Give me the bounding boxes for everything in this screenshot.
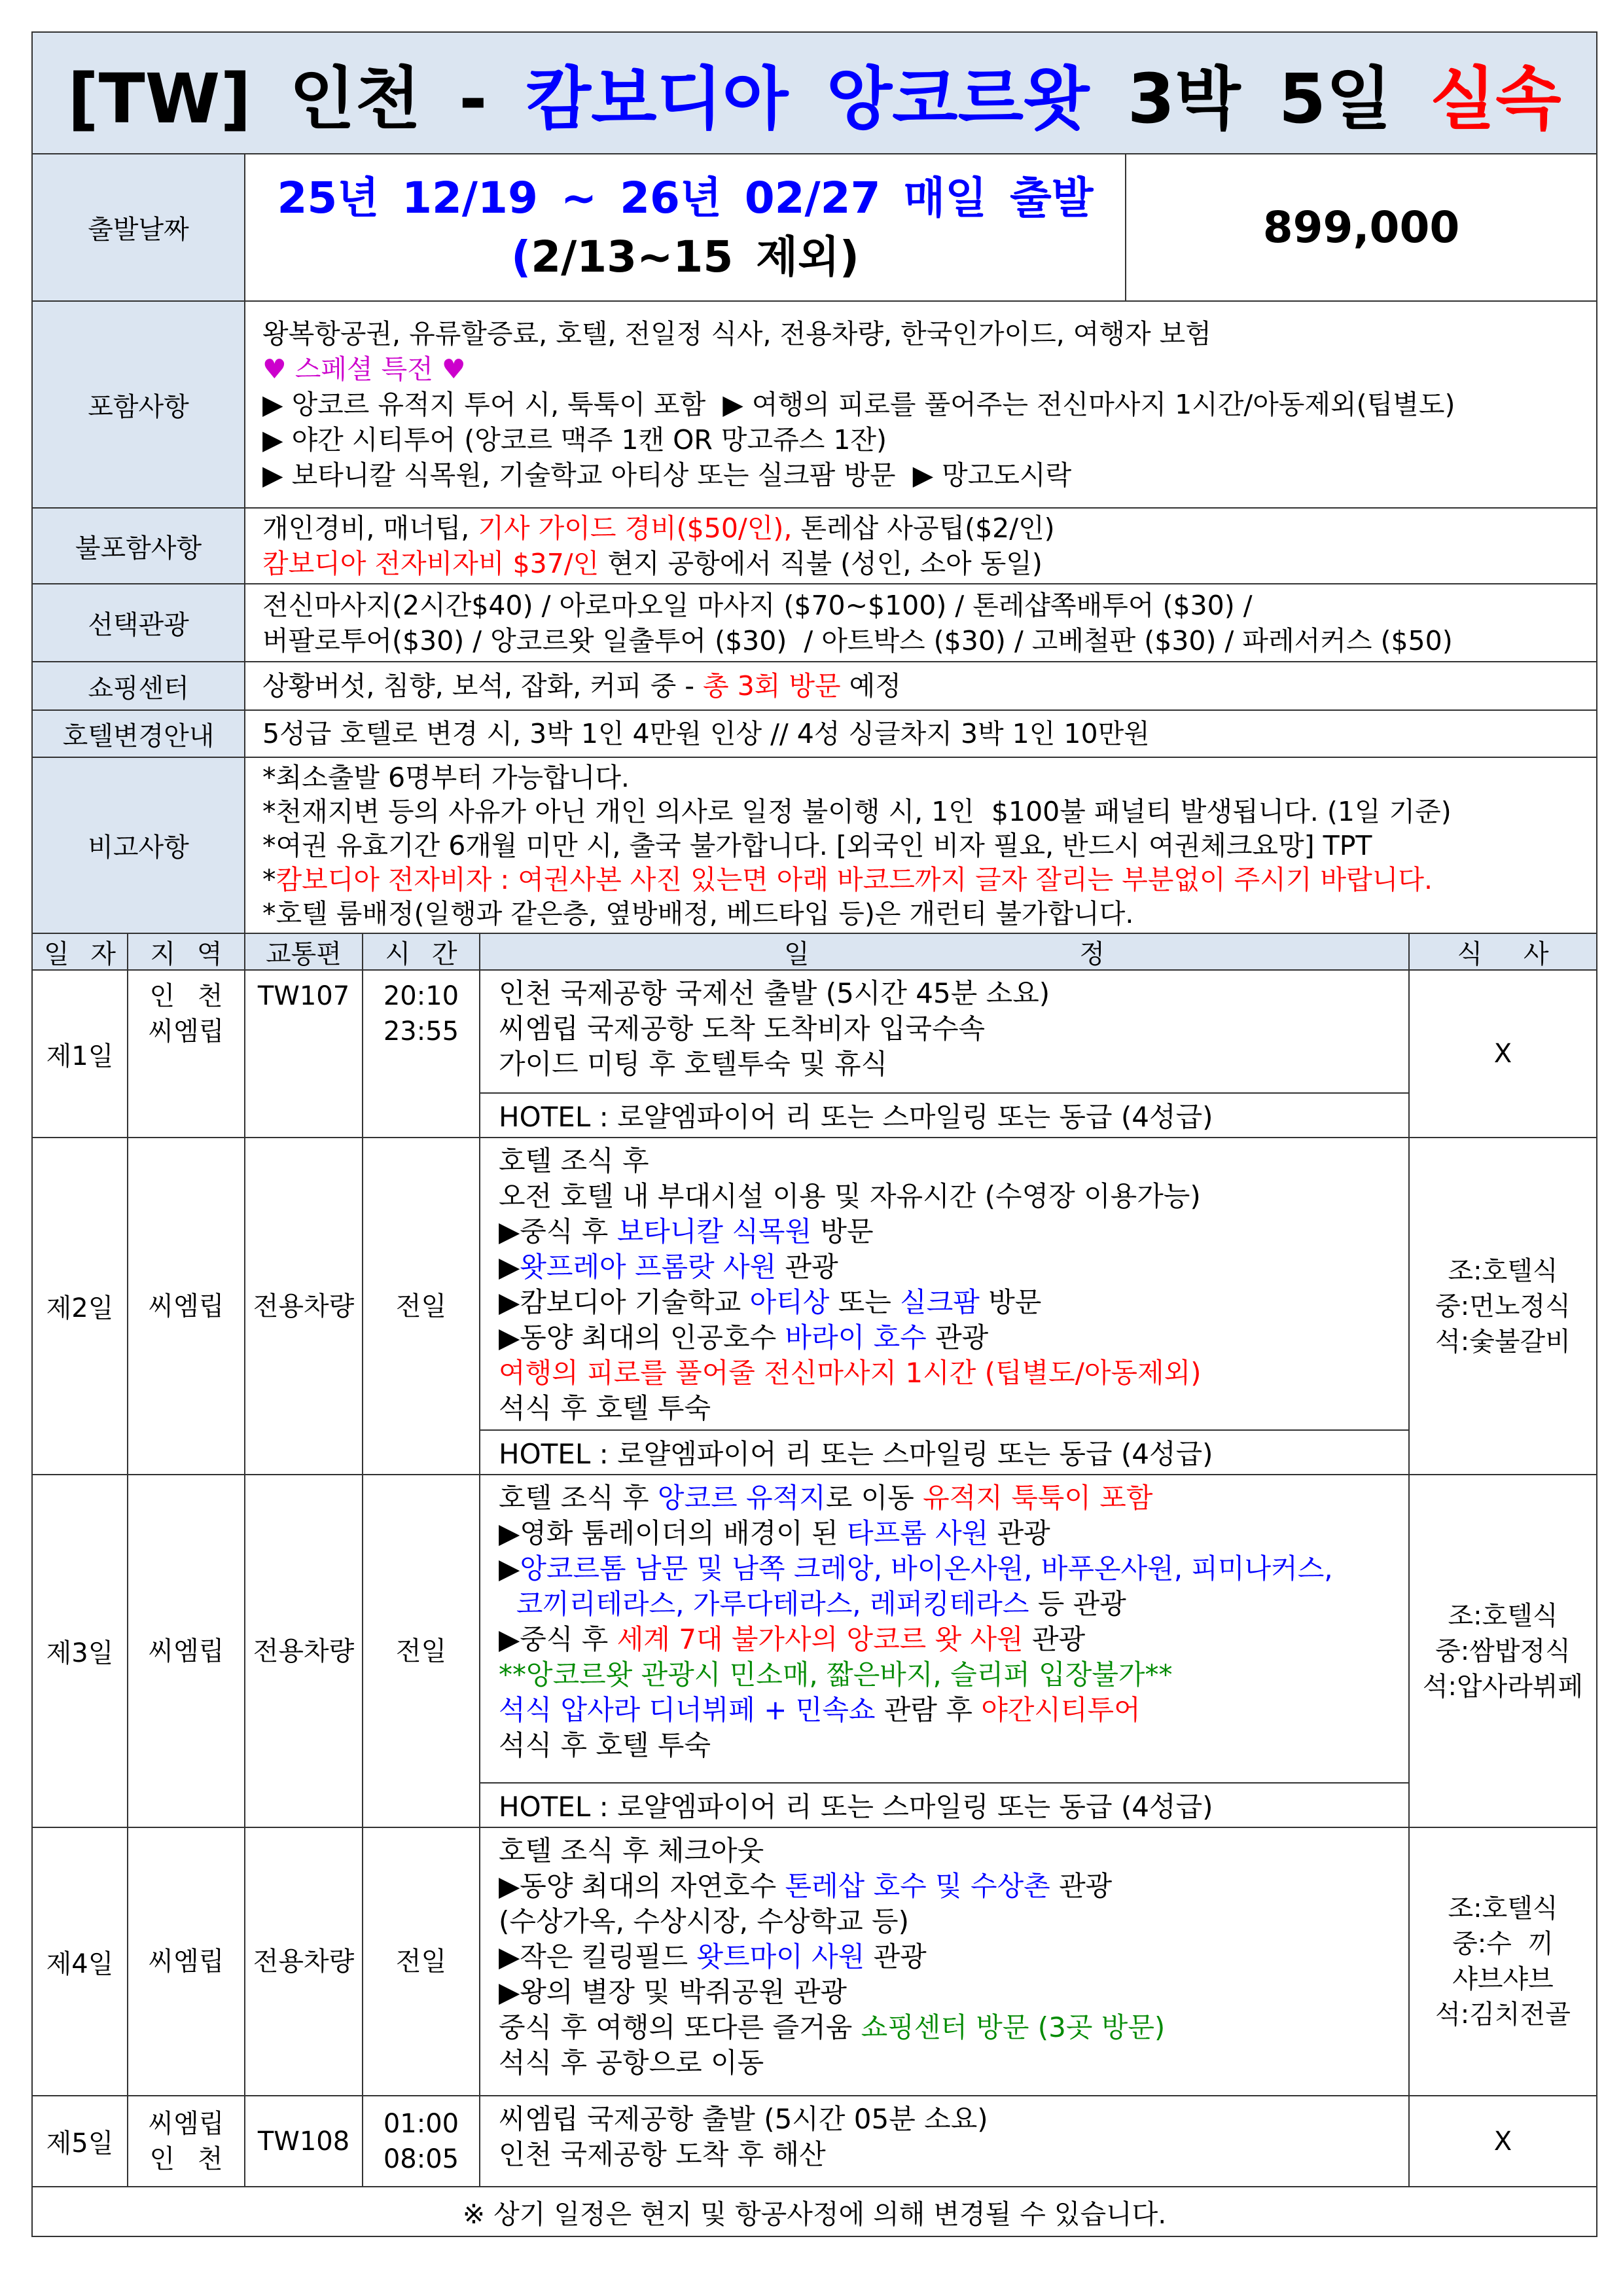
meals-cell-line: 중:먼노정식 (1435, 1291, 1571, 1321)
region-cell-line: 씨엠립 (148, 1946, 224, 1977)
remarks-content-text: *여권 유효기간 6개월 미만 시, 출국 불가합니다. [외국인 비자 필요, 반드시 여권체크요망] TPT (262, 829, 1372, 861)
shopping-content-line (262, 668, 1596, 704)
itinerary-lines-text: 석식 후 호텔 투숙 (499, 1392, 711, 1424)
transport-cell (245, 971, 363, 1138)
time-cell (363, 1138, 480, 1475)
itinerary-lines-text: 관광 (988, 1517, 1050, 1549)
itinerary-lines-line (499, 1285, 1408, 1320)
itinerary-cell (480, 2096, 1410, 2187)
itinerary-lines-text: ▶ (499, 1552, 520, 1585)
region-cell (128, 2096, 245, 2187)
meals-cell-line: X (1493, 1039, 1512, 1069)
included-content-line (262, 457, 1596, 493)
itinerary-lines-line (499, 1693, 1408, 1728)
header-region: 지 역 (128, 934, 245, 971)
included-label: 포함사항 (33, 302, 245, 509)
included-content-line (262, 316, 1596, 351)
region-cell (128, 1138, 245, 1475)
header-time: 시 간 (363, 934, 480, 971)
included-content-text: ▶ 앙코르 유적지 투어 시, 툭툭이 포함 ▶ 여행의 피로를 풀어주는 전신마사지 1시간/아동제외(팁별도) (262, 389, 1455, 420)
itinerary-lines-text: 로 이동 (825, 1482, 923, 1514)
itinerary-lines-line (499, 1728, 1408, 1763)
day-cell: 제4일 (33, 1828, 128, 2096)
excluded-content-text: 현지 공항에서 직불 (성인, 소아 동일) (599, 548, 1043, 579)
itinerary-lines-line (499, 1214, 1408, 1249)
departure-dates-line (277, 169, 1094, 228)
region-cell (128, 971, 245, 1138)
excluded-content-line (262, 546, 1596, 581)
itinerary-lines-text: 또는 (829, 1286, 901, 1318)
hotel-change-label: 호텔변경안내 (33, 711, 245, 758)
transport-cell-line: 전용차량 (253, 1636, 355, 1666)
region-cell-line: 씨엠립 (148, 1016, 224, 1047)
excluded-content (245, 509, 1597, 584)
itinerary-lines-text: 석식 후 호텔 투숙 (499, 1729, 711, 1761)
itinerary-lines-text: 왓트마이 사원 (696, 1941, 865, 1973)
itinerary-lines-text: 관람 후 (875, 1694, 982, 1726)
itinerary-lines-line (499, 1355, 1408, 1391)
page-title (33, 33, 1597, 154)
itinerary-lines-line (499, 1320, 1408, 1355)
itinerary-lines (480, 1475, 1408, 1782)
departure-dates-line (511, 228, 859, 287)
itinerary-lines (480, 971, 1408, 1092)
remarks-content-text: * (262, 863, 276, 895)
remarks-content-line (262, 863, 1596, 897)
footer-note: ※ 상기 일정은 현지 및 항공사정에 의해 변경될 수 있습니다. (33, 2187, 1597, 2237)
shopping-content-text: 예정 (840, 670, 901, 702)
itinerary-lines-text: 왓프레아 프롬랏 사원 (520, 1251, 777, 1283)
itinerary-lines (480, 1138, 1408, 1429)
transport-cell (245, 1828, 363, 2096)
itinerary-lines-line (499, 1869, 1408, 1904)
remarks-content-text: 캄보디아 전자비자 : 여권사본 사진 있는면 아래 바코드까지 글자 잘리는 부분없이 주시기 바랍니다. (276, 863, 1433, 895)
itinerary-lines-line (499, 1143, 1408, 1179)
itinerary-lines-text: ▶작은 킬링필드 (499, 1941, 697, 1973)
itinerary-lines-text: ▶동양 최대의 인공호수 (499, 1321, 785, 1354)
itinerary-lines-text: 방문 (812, 1215, 874, 1247)
time-cell-line: 전일 (395, 1291, 447, 1321)
itinerary-lines-text: 바라이 호수 (785, 1321, 927, 1354)
itinerary-lines-line (499, 2102, 1408, 2137)
itinerary-lines-line (499, 1657, 1408, 1693)
itinerary-lines-text: 등 관광 (1029, 1588, 1126, 1620)
meals-cell-line: X (1493, 2126, 1512, 2157)
itinerary-lines-text: 아티상 (749, 1286, 830, 1318)
optional-tours-content (245, 584, 1597, 662)
itinerary-lines-text: 앙코르 유적지 (657, 1482, 826, 1514)
meals-cell-line: 중:쌈밥정식 (1435, 1636, 1571, 1666)
remarks-content-text: *천재지변 등의 사유가 아닌 개인 의사로 일정 불이행 시, 1인 $100불 패널티 발생됩니다. (1일 기준) (262, 795, 1452, 827)
shopping-content-text: 상황버섯, 침향, 보석, 잡화, 커피 중 - (262, 670, 704, 702)
itinerary-lines-text: 관광 (1023, 1623, 1086, 1655)
remarks-content-line (262, 761, 1596, 795)
included-content-line (262, 422, 1596, 457)
meals-cell-line: 석:숯불갈비 (1435, 1326, 1571, 1357)
itinerary-lines-text: 관광 (776, 1251, 838, 1283)
transport-cell-line: 전용차량 (253, 1291, 355, 1321)
region-cell-line: 인 천 (149, 2144, 223, 2174)
page-title-text: [TW] 인천 - (67, 59, 526, 139)
price: 899,000 (1126, 154, 1597, 302)
included-content-text: ♥ 스페셜 특전 ♥ (262, 353, 466, 385)
itinerary-lines-text: (수상가옥, 수상시장, 수상학교 등) (499, 1905, 909, 1937)
meals-cell (1410, 1828, 1597, 2096)
region-cell-line: 씨엠립 (148, 1291, 224, 1321)
day-cell: 제1일 (33, 971, 128, 1138)
itinerary-cell (480, 1828, 1410, 2096)
itinerary-lines-text: 인천 국제공항 도착 후 해산 (499, 2138, 826, 2170)
itinerary-lines-text: 실크팜 (900, 1286, 980, 1318)
transport-cell (245, 1475, 363, 1828)
day-cell: 제5일 (33, 2096, 128, 2187)
itinerary-lines-line (499, 1516, 1408, 1551)
meals-cell (1410, 1138, 1597, 1475)
hotel-change-content (245, 711, 1597, 758)
excluded-label: 불포함사항 (33, 509, 245, 584)
itinerary-lines-text: 오전 호텔 내 부대시설 이용 및 자유시간 (수영장 이용가능) (499, 1180, 1201, 1212)
meals-cell-line: 샤브샤브 (1452, 1964, 1554, 1994)
itinerary-lines-text: 중식 후 여행의 또다른 즐거움 (499, 2011, 861, 2043)
itinerary-lines-line (499, 1480, 1408, 1516)
itinerary-lines-line (499, 1587, 1408, 1622)
time-cell-line: 01:00 (383, 2108, 459, 2139)
itinerary-cell (480, 1475, 1410, 1828)
itinerary-lines-text: 보타니칼 식목원 (616, 1215, 812, 1247)
itinerary-lines-text: ▶왕의 별장 및 박쥐공원 관광 (499, 1976, 847, 2008)
itinerary-lines-text: 관광 (926, 1321, 989, 1354)
region-cell-line: 씨엠립 (148, 1636, 224, 1666)
hotel-line: HOTEL : 로얄엠파이어 리 또는 스마일링 또는 동급 (4성급) (480, 1782, 1408, 1827)
itinerary-lines-text: 인천 국제공항 국제선 출발 (5시간 45분 소요) (499, 977, 1050, 1009)
itinerary-lines-text: ▶중식 후 (499, 1623, 617, 1655)
page-title-text: 실속 (1429, 59, 1561, 139)
itinerary-lines-text: 씨엠립 국제공항 도착 도착비자 입국수속 (499, 1013, 986, 1045)
itinerary-cell (480, 971, 1410, 1138)
itinerary-lines-text: ▶중식 후 (499, 1215, 617, 1247)
itinerary-lines-text: ▶캄보디아 기술학교 (499, 1286, 750, 1318)
meals-cell (1410, 971, 1597, 1138)
included-content (245, 302, 1597, 509)
itinerary-lines-line (499, 1904, 1408, 1939)
itinerary-lines-text: 유적지 툭툭이 포함 (923, 1482, 1153, 1514)
itinerary-lines-line (499, 1179, 1408, 1214)
optional-tours-content-text: 버팔로투어($30) / 앙코르왓 일출투어 ($30) / 아트박스 ($30) / 고베철판 ($30) / 파레서커스 ($50) (262, 624, 1453, 656)
itinerary-lines-text: 호텔 조식 후 체크아웃 (499, 1835, 764, 1867)
optional-tours-content-text: 전신마사지(2시간$40) / 아로마오일 마사지 ($70~$100) / 톤레샵쪽배투어 ($30) / (262, 589, 1253, 621)
itinerary-lines-text: 방문 (979, 1286, 1042, 1318)
shopping-label: 쇼핑센터 (33, 662, 245, 711)
itinerary-lines (480, 1828, 1408, 2095)
included-content-text: ▶ 보타니칼 식목원, 기술학교 아티상 또는 실크팜 방문 ▶ 망고도시락 (262, 459, 1072, 491)
excluded-content-text: 캄보디아 전자비자비 $37/인 (262, 548, 599, 579)
itinerary-lines-text: 앙코르톰 남문 및 남쪽 크레앙, 바이온사원, 바푸온사원, 피미나커스, (520, 1552, 1333, 1585)
excluded-content-text: 톤레삽 사공팁($2/인) (792, 512, 1055, 544)
itinerary-lines-line (499, 976, 1408, 1011)
meals-cell (1410, 2096, 1597, 2187)
itinerary-lines-text: ▶ (499, 1251, 520, 1283)
page-title-text: 3박 5일 (1089, 59, 1430, 139)
meals-cell-line: 조:호텔식 (1448, 1255, 1558, 1286)
itinerary-lines-text: 호텔 조식 후 (499, 1482, 658, 1514)
itinerary-lines-line (499, 1551, 1408, 1587)
remarks-content-line (262, 795, 1596, 829)
optional-tours-content-line (262, 588, 1596, 623)
itinerary-lines-line (499, 1939, 1408, 1975)
remarks-label: 비고사항 (33, 758, 245, 934)
itinerary-lines-line (499, 2137, 1408, 2172)
itinerary-lines-text: 가이드 미팅 후 호텔투숙 및 휴식 (499, 1048, 888, 1080)
departure-dates-text: 2/13~15 제외) (531, 231, 859, 282)
departure-label: 출발날짜 (33, 154, 245, 302)
info-section (33, 154, 1597, 934)
day-cell: 제3일 (33, 1475, 128, 1828)
transport-cell (245, 1138, 363, 1475)
remarks-content-text: *최소출발 6명부터 가능합니다. (262, 761, 630, 793)
transport-cell-line: 전용차량 (253, 1946, 355, 1977)
itinerary-lines-text: 타프롬 사원 (847, 1517, 989, 1549)
meals-cell-line: 조:호텔식 (1448, 1893, 1558, 1924)
itinerary-lines-text: 관광 (865, 1941, 927, 1973)
itinerary-lines-line (499, 1249, 1408, 1285)
itinerary-lines-line (499, 1047, 1408, 1082)
remarks-content-text: *호텔 룸배정(일행과 같은층, 옆방배정, 베드타입 등)은 개런티 불가합니다. (262, 897, 1134, 929)
itinerary-lines-line (499, 2010, 1408, 2045)
header-itinerary: 일 정 (480, 934, 1410, 971)
time-cell (363, 1475, 480, 1828)
included-content-line (262, 351, 1596, 387)
departure-dates (245, 154, 1126, 302)
itinerary-lines (480, 2096, 1408, 2186)
header-transport: 교통편 (245, 934, 363, 971)
time-cell-line: 23:55 (383, 1016, 459, 1047)
itinerary-lines-text: 여행의 피로를 풀어줄 전신마사지 1시간 (팁별도/아동제외) (499, 1357, 1202, 1389)
remarks-content-line (262, 897, 1596, 931)
time-cell (363, 2096, 480, 2187)
itinerary-lines-text: 호텔 조식 후 (499, 1145, 649, 1177)
departure-dates-text: ( (511, 231, 531, 282)
itinerary-cell (480, 1138, 1410, 1475)
shopping-content-text: 총 3회 방문 (703, 670, 841, 702)
hotel-line: HOTEL : 로얄엠파이어 리 또는 스마일링 또는 동급 (4성급) (480, 1429, 1408, 1474)
itinerary-lines-text: ▶영화 툼레이더의 배경이 된 (499, 1517, 847, 1549)
day-cell: 제2일 (33, 1138, 128, 1475)
itinerary-lines-text: 야간시티투어 (981, 1694, 1141, 1726)
itinerary-lines-text: 쇼핑센터 방문 (3곳 방문) (861, 2011, 1166, 2043)
meals-cell (1410, 1475, 1597, 1828)
optional-tours-label: 선택관광 (33, 584, 245, 662)
meals-cell-line: 중:수 끼 (1452, 1929, 1554, 1959)
itinerary-lines-text: 씨엠립 국제공항 출발 (5시간 05분 소요) (499, 2103, 988, 2135)
itinerary-lines-line (499, 1391, 1408, 1426)
departure-dates-text: 25년 12/19 ~ 26년 02/27 매일 출발 (277, 172, 1094, 223)
excluded-content-text: 개인경비, 매너팁, (262, 512, 478, 544)
region-cell (128, 1828, 245, 2096)
time-cell-line: 전일 (395, 1946, 447, 1977)
itinerary-lines-text: 톤레삽 호수 및 수상촌 (785, 1870, 1050, 1902)
time-cell (363, 971, 480, 1138)
hotel-line: HOTEL : 로얄엠파이어 리 또는 스마일링 또는 동급 (4성급) (480, 1092, 1408, 1137)
region-cell (128, 1475, 245, 1828)
itinerary-lines-text: 석식 후 공항으로 이동 (499, 2047, 764, 2079)
hotel-change-content-line (262, 716, 1596, 751)
shopping-content (245, 662, 1597, 711)
transport-cell (245, 2096, 363, 2187)
itinerary-lines-line (499, 1975, 1408, 2010)
itinerary-lines-text: 세계 7대 불가사의 앙코르 왓 사원 (616, 1623, 1024, 1655)
header-meals: 식 사 (1410, 934, 1597, 971)
itinerary-lines-text: 관광 (1050, 1870, 1113, 1902)
optional-tours-content-line (262, 623, 1596, 658)
itinerary-lines-line (499, 1833, 1408, 1869)
itinerary-lines-text: **앙코르왓 관광시 민소매, 짧은바지, 슬리퍼 입장불가** (499, 1659, 1173, 1691)
transport-cell-line: TW107 (257, 981, 350, 1011)
meals-cell-line: 석:압사라뷔페 (1422, 1671, 1584, 1702)
excluded-content-line (262, 511, 1596, 546)
excluded-content-text: 기사 가이드 경비($50/인), (478, 512, 793, 544)
included-content-text: ▶ 야간 시티투어 (앙코르 맥주 1캔 OR 망고쥬스 1잔) (262, 424, 887, 456)
remarks-content (245, 758, 1597, 934)
itinerary-lines-line (499, 1622, 1408, 1657)
meals-cell-line: 조:호텔식 (1448, 1600, 1558, 1631)
itinerary-sheet (31, 31, 1597, 2237)
remarks-content-line (262, 829, 1596, 863)
included-content-line (262, 387, 1596, 422)
time-cell-line: 전일 (395, 1636, 447, 1666)
meals-cell-line: 석:김치전골 (1435, 2000, 1571, 2030)
itinerary-lines-text: 석식 압사라 디너뷔페 + 민속쇼 (499, 1694, 876, 1726)
page-title-text: 캄보디아 앙코르왓 (525, 59, 1090, 139)
region-cell-line: 인 천 (149, 981, 223, 1011)
time-cell-line: 08:05 (383, 2144, 459, 2174)
itinerary-lines-line (499, 2045, 1408, 2081)
itinerary-lines-text: 코끼리테라스, 가루다테라스, 레퍼킹테라스 (499, 1588, 1029, 1620)
hotel-change-content-text: 5성급 호텔로 변경 시, 3박 1인 4만원 인상 // 4성 싱글차지 3박 1인 10만원 (262, 718, 1150, 749)
time-cell-line: 20:10 (383, 981, 459, 1011)
header-day: 일 자 (33, 934, 128, 971)
itinerary-lines-line (499, 1011, 1408, 1047)
schedule-table (33, 934, 1597, 2187)
included-content-text: 왕복항공권, 유류할증료, 호텔, 전일정 식사, 전용차량, 한국인가이드, 여행자 보험 (262, 318, 1211, 350)
time-cell (363, 1828, 480, 2096)
itinerary-lines-text: ▶동양 최대의 자연호수 (499, 1870, 785, 1902)
transport-cell-line: TW108 (257, 2126, 350, 2157)
region-cell-line: 씨엠립 (148, 2108, 224, 2139)
